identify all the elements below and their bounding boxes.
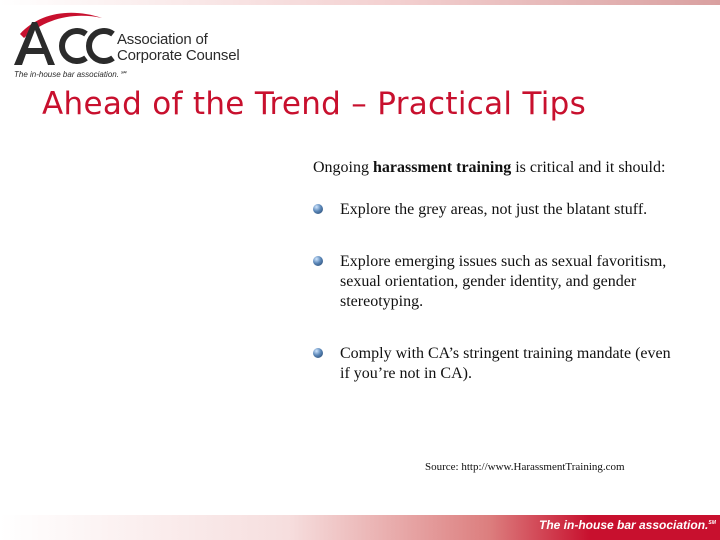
logo-org-line1: Association of bbox=[117, 31, 208, 48]
intro-emphasis: harassment training bbox=[373, 159, 512, 176]
source-citation: Source: http://www.HarassmentTraining.com bbox=[425, 461, 625, 473]
bullet-text: Explore the grey areas, not just the blatant stuff. bbox=[340, 201, 648, 218]
bullet-text: Comply with CA’s stringent training mandate (even if you’re not in CA). bbox=[340, 345, 671, 382]
service-mark: SM bbox=[708, 520, 716, 526]
footer-tagline bbox=[539, 518, 716, 532]
bullet-sphere-icon bbox=[313, 256, 323, 266]
logo-org-line2: Corporate Counsel bbox=[117, 47, 240, 64]
bullet-text: Explore emerging issues such as sexual favoritism, sexual orientation, gender identity, and gender stereotyping. bbox=[340, 253, 667, 310]
bullet-item bbox=[313, 252, 673, 312]
slide-body bbox=[313, 158, 673, 384]
acc-logo-mark bbox=[10, 8, 118, 70]
intro-text-start: Ongoing bbox=[313, 159, 373, 176]
logo-organization-name bbox=[117, 32, 240, 64]
bullet-item bbox=[313, 200, 673, 220]
intro-paragraph bbox=[313, 158, 673, 178]
logo-tagline: The in-house bar association.℠ bbox=[14, 70, 128, 79]
bullet-sphere-icon bbox=[313, 348, 323, 358]
bullet-item bbox=[313, 344, 673, 384]
bullet-sphere-icon bbox=[313, 204, 323, 214]
acc-logo bbox=[10, 8, 250, 86]
slide-title: Ahead of the Trend – Practical Tips bbox=[42, 86, 587, 122]
intro-text-end: is critical and it should: bbox=[511, 159, 666, 176]
footer-tagline-text: The in-house bar association. bbox=[539, 518, 709, 532]
top-gradient-bar bbox=[0, 0, 720, 5]
bullet-list bbox=[313, 200, 673, 384]
